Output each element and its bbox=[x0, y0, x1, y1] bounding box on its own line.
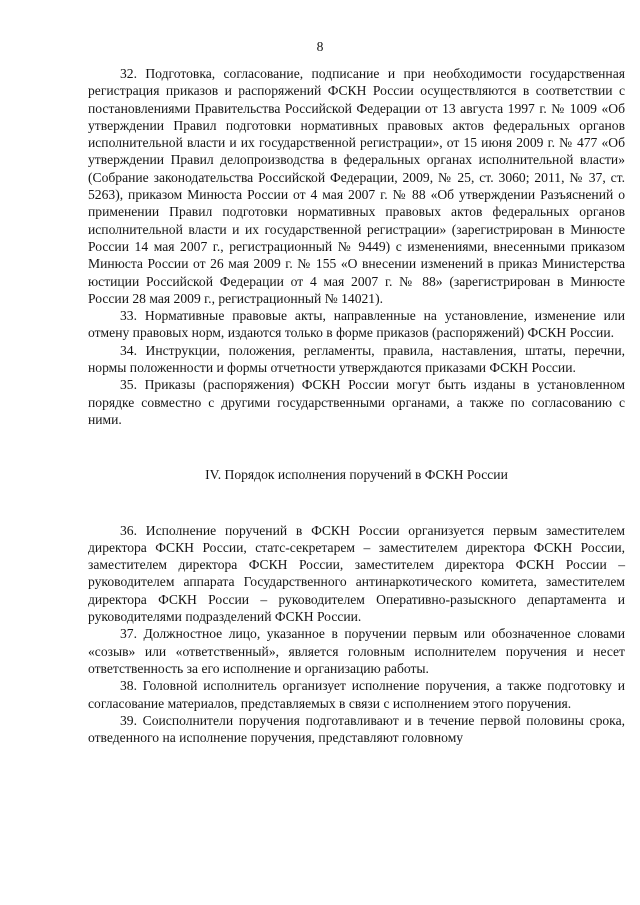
paragraph-32: 32. Подготовка, согласование, подписание и при необходимости государственная регистрация приказов и распоряжений ФСКН России осуществляются в соответствии с постановлениями Правительства Российской Федерации от 13 августа 1997 г. № 1009 «Об утверждении Правил подготовки нормативных правовых актов федеральных органов исполнительной власти и их государственной регистрации», от 15 июня 2009 г. № 477 «Об утверждении Правил делопроизводства в федеральных органах исполнительной власти» (Собрание законодательства Российской Федерации, 2009, № 25, ст. 3060; 2011, № 37, ст. 5263), приказом Минюста России от 4 мая 2007 г. № 88 «Об утверждении Разъяснений о применении Правил подготовки нормативных правовых актов федеральных органов исполнительной власти и их государственной регистрации» (зарегистрирован в Минюсте России 14 мая 2007 г., регистрационный № 9449) с изменениями, внесенными приказом Минюста России от 26 мая 2009 г. № 155 «О внесении изменений в приказ Министерства юстиции Российской Федерации от 4 мая 2007 г. № 88» (зарегистрирован в Минюсте России 28 мая 2009 г., регистрационный № 14021). bbox=[88, 66, 625, 306]
page-number: 8 bbox=[316, 39, 324, 54]
document-body bbox=[88, 65, 625, 746]
paragraph-36: 36. Исполнение поручений в ФСКН России организуется первым заместителем директора ФСКН России, статс-секретарем – заместителем директора ФСКН России, заместителем директора ФСКН России, заместителем директора ФСКН России – руководителем аппарата Государственного антинаркотического комитета, заместителем директора ФСКН России – руководителем Оперативно-разыскного департамента и руководителями подразделений ФСКН России. bbox=[88, 522, 625, 625]
paragraph-33: 33. Нормативные правовые акты, направленные на установление, изменение или отмену правовых норм, издаются только в форме приказов (распоряжений) ФСКН России. bbox=[88, 308, 625, 341]
paragraph-34: 34. Инструкции, положения, регламенты, правила, наставления, штаты, перечни, нормы положенности и формы отчетности утверждаются приказами ФСКН России. bbox=[88, 342, 625, 376]
paragraph-38: 38. Головной исполнитель организует исполнение поручения, а также подготовку и согласование материалов, представляемых в связи с исполнением этого поручения. bbox=[88, 678, 625, 711]
paragraph-37: 37. Должностное лицо, указанное в поручении первым или обозначенное словами «созыв» или «ответственный», является головным исполнителем поручения и несет ответственность за его исполнение и организацию работы. bbox=[88, 626, 625, 676]
paragraph-39: 39. Соисполнители поручения подготавливают и в течение первой половины срока, отведенного на исполнение поручения, представляют головному bbox=[88, 712, 625, 746]
paragraph-35: 35. Приказы (распоряжения) ФСКН России могут быть изданы в установленном порядке совместно с другими государственными органами, а также по согласованию с ними. bbox=[88, 377, 625, 427]
section-heading: IV. Порядок исполнения поручений в ФСКН России bbox=[205, 467, 508, 483]
